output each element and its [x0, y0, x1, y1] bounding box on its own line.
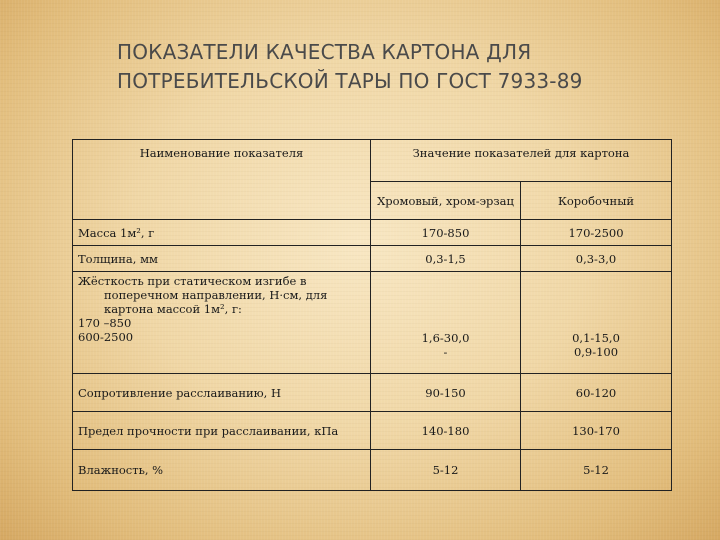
- header-chrome-carton: Хромовый, хром-эрзац: [371, 182, 521, 220]
- table-row: [73, 374, 672, 412]
- stiffness-label-line: Жёсткость при статическом изгибе в: [78, 274, 307, 288]
- row-value-chrome: [371, 272, 521, 374]
- row-value-chrome: 140-180: [371, 412, 521, 450]
- row-label: Сопротивление расслаиванию, Н: [73, 374, 371, 412]
- row-value-box: 170-2500: [521, 220, 672, 246]
- header-indicator-name: Наименование показателя: [73, 140, 371, 220]
- row-value-box: [521, 272, 672, 374]
- stiffness-label-line: 600-2500: [78, 330, 134, 344]
- row-value-box: 60-120: [521, 374, 672, 412]
- row-label: Влажность, %: [73, 450, 371, 491]
- table-row: [73, 220, 672, 246]
- table-row: [73, 412, 672, 450]
- row-label: Толщина, мм: [73, 246, 371, 272]
- row-label-stiffness: [73, 272, 371, 374]
- slide-title-line-2: ПОТРЕБИТЕЛЬСКОЙ ТАРЫ ПО ГОСТ 7933-89: [117, 69, 583, 93]
- table-row: [73, 450, 672, 491]
- slide-title-line-1: ПОКАЗАТЕЛИ КАЧЕСТВА КАРТОНА ДЛЯ: [117, 40, 532, 64]
- table-header-row: [73, 140, 672, 182]
- row-value-box: 130-170: [521, 412, 672, 450]
- table-row: [73, 246, 672, 272]
- row-label: Масса 1м², г: [73, 220, 371, 246]
- row-value-box: 0,3-3,0: [521, 246, 672, 272]
- stiffness-value-line: 1,6-30,0: [421, 331, 470, 345]
- stiffness-label-line: поперечном направлении, Н·см, для: [104, 288, 328, 302]
- stiffness-label-line: 170 –850: [78, 316, 132, 330]
- row-value-chrome: 0,3-1,5: [371, 246, 521, 272]
- row-label: Предел прочности при расслаивании, кПа: [73, 412, 371, 450]
- header-box-carton: Коробочный: [521, 182, 672, 220]
- stiffness-value-line: 0,1-15,0: [572, 331, 620, 345]
- row-value-chrome: 5-12: [371, 450, 521, 491]
- row-value-box: 5-12: [521, 450, 672, 491]
- stiffness-value-line: -: [443, 345, 448, 359]
- slide-title: [117, 38, 677, 96]
- header-values: Значение показателей для картона: [371, 140, 672, 182]
- stiffness-value-line: 0,9-100: [573, 345, 619, 359]
- table-row: [73, 272, 672, 374]
- row-value-chrome: 90-150: [371, 374, 521, 412]
- stiffness-label-line: картона массой 1м², г:: [104, 302, 242, 316]
- quality-indicators-table: [72, 139, 672, 491]
- row-value-chrome: 170-850: [371, 220, 521, 246]
